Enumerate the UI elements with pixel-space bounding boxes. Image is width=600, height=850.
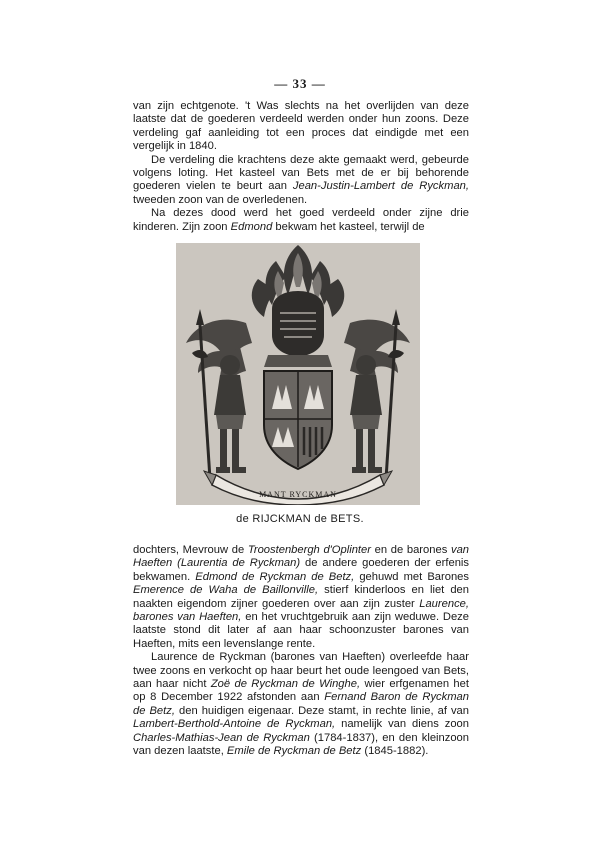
paragraph [133,100,469,154]
text-run: den huidigen eigenaar. Deze stamt, in rechte linie, af van [174,704,469,717]
text-run: stierf kinderloos en liet den naakten eigendom zijner goederen over aan zijn zuster [133,584,469,610]
italic-name: Emile de Ryckman de Betz [226,745,362,758]
italic-name: Edmond de Ryckman de Betz, [195,570,355,583]
italic-name: Fernand Baron de Ryckman de Betz, [133,691,469,717]
text-run: bekwam het kasteel, terwijl de [272,220,425,233]
text-run: (1784-1837), en den kleinzoon van dezen laatste, [133,731,470,758]
italic-name: Troostenbergh d'Oplinter [247,544,371,556]
text-run: Laurence de Ryckman (barones van Haeften) overleefde haar twee zoons en verkocht op haar beurt het oude leengoed van Bets, aan haar nicht [133,651,469,691]
text-run: dochters, Mevrouw de [133,544,248,556]
paragraph [133,651,469,758]
text-run: de andere goederen der erfenis bekwamen. [133,557,469,583]
bottom-text-block [133,544,469,759]
top-text-block [133,100,469,234]
text-run: De verdeling die krachtens deze akte gemaakt werd, gebeurde volgens loting. Het kasteel van Bets met de er bij behorende goederen vielen te beurt aan [133,153,469,193]
text-run: gehuwd met Barones [354,570,469,583]
motto-ribbon-text: MANT RYCKMAN [259,490,337,499]
page-number: — 33 — [274,76,326,91]
coat-of-arms-engraving [176,243,420,505]
text-run: tweeden zoon van de overledenen. [133,193,308,206]
italic-name: Emerence de Waha de Baillonville, [133,584,319,597]
italic-name: van Haeften (Laurentia de Ryckman) [133,544,470,570]
italic-name: Lambert-Berthold-Antoine de Ryckman, [133,718,336,731]
figure-caption: de RIJCKMAN de BETS. [236,513,364,525]
text-run: en de barones [370,544,451,556]
paragraph [133,544,469,651]
text-run: (1845-1882). [361,745,429,758]
text-run: Na dezes dood werd het goed verdeeld onder zijne drie kinderen. Zijn zoon [133,207,469,233]
paragraph [133,207,469,234]
italic-name: Laurence, barones van Haeften, [133,597,469,624]
text-run: van zijn echtgenote. 't Was slechts na het overlijden van deze laatste dat de goederen verdeeld werden onder hun zoons. Deze verdeling gaf aanleiding tot een proces dat eindigde met een vergelijk in 1840. [133,100,469,153]
text-run: namelijk van diens zoon [335,718,470,731]
italic-name: Charles-Mathias-Jean de Ryckman [133,731,310,744]
italic-name: Zoë de Ryckman de Winghe, [210,678,361,691]
italic-name: Edmond [230,220,273,233]
coat-of-arms-illustration [176,243,420,505]
text-run: en het vruchtgebruik aan zijn weduwe. Deze laatste stond dit later af aan haar schoonzuster barones van Haeften, mits een levenslange rente. [133,611,470,650]
paragraph [133,154,469,208]
text-run: wier erfgenamen het op 8 December 1922 afstonden aan [133,678,469,704]
italic-name: Jean-Justin-Lambert de Ryckman, [292,180,469,193]
